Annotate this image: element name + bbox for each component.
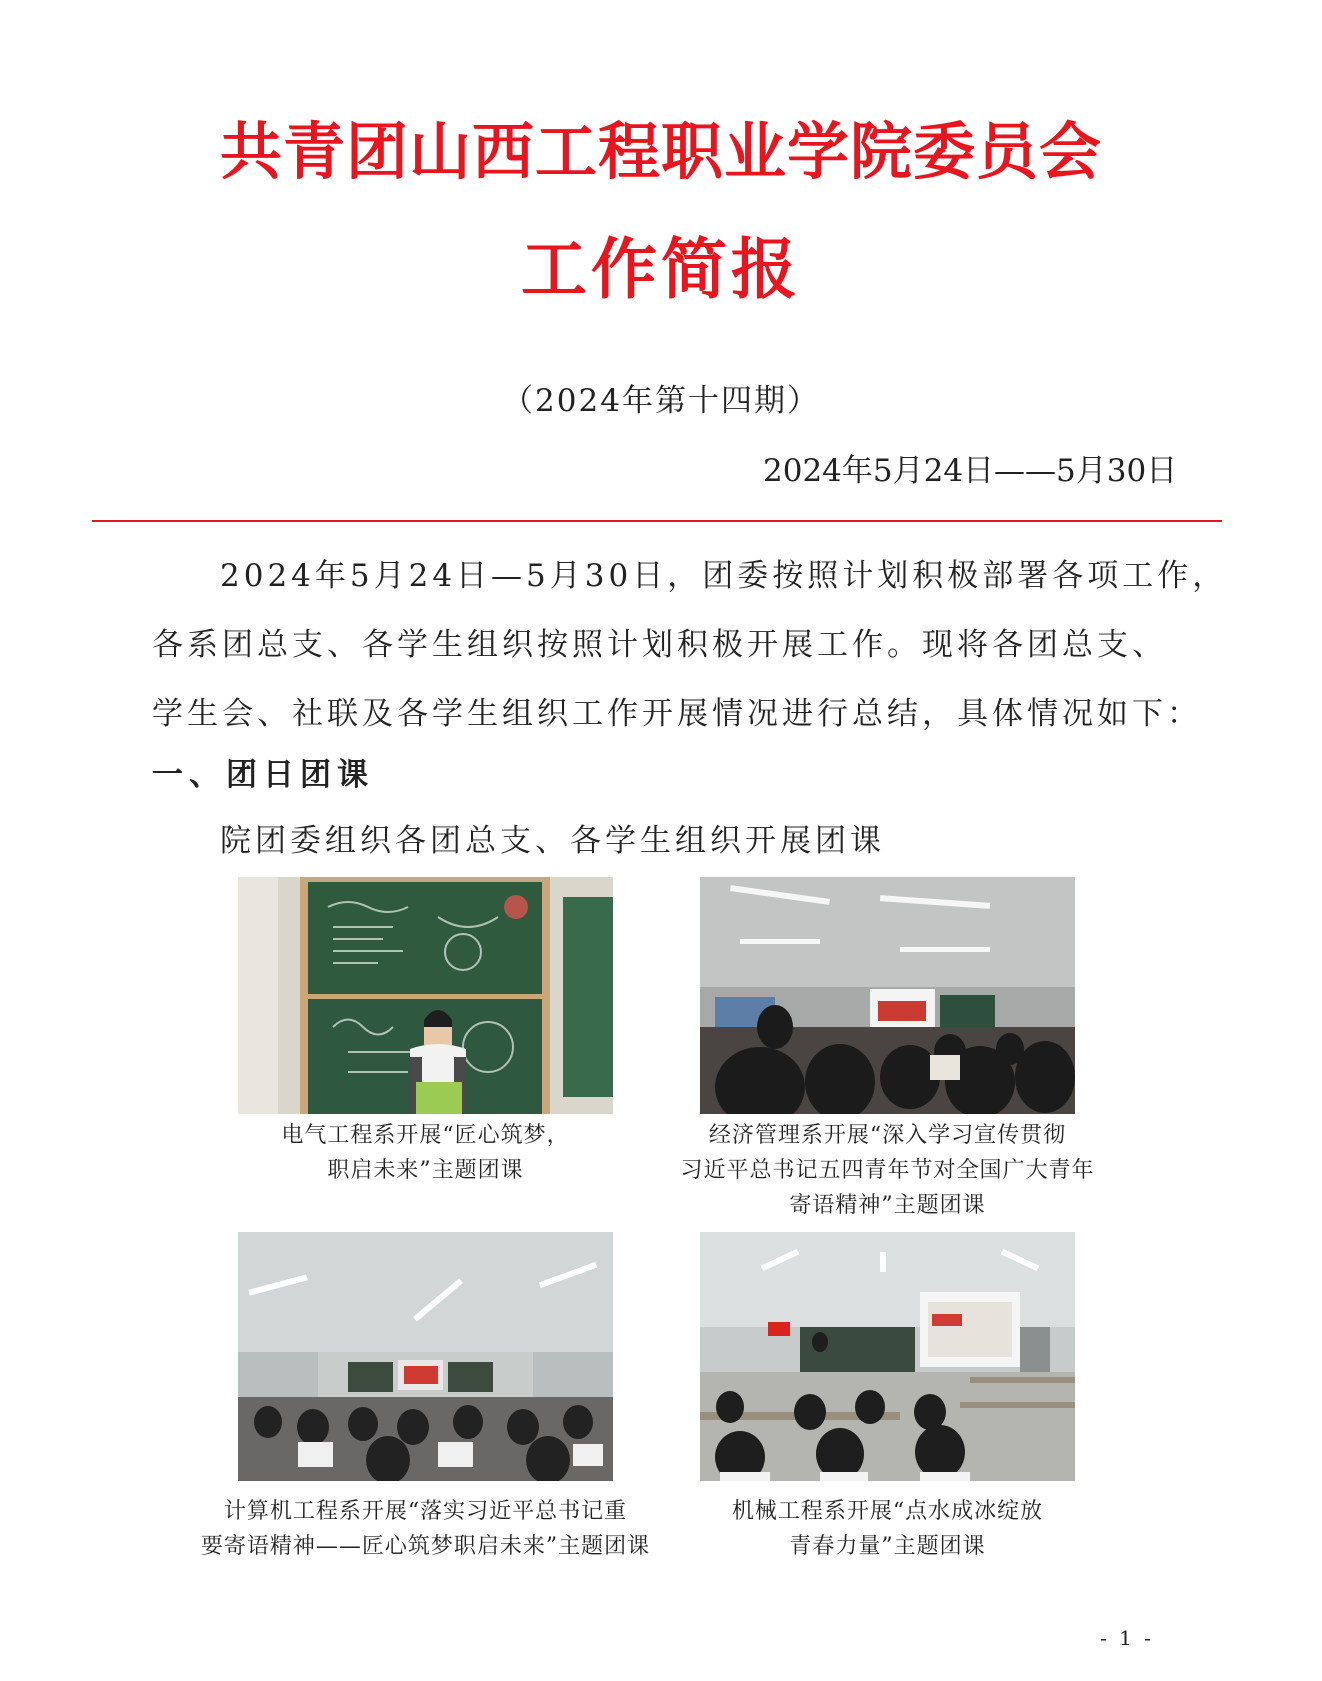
page-number: - 1 -: [1100, 1626, 1154, 1650]
photo-caption-4: [700, 1494, 1075, 1564]
bulletin-title: 共青团山西工程职业学院委员会: [219, 115, 1102, 188]
photo-mechanical-class: [700, 1232, 1075, 1481]
caption-line: 习近平总书记五四青年节对全国广大青年: [680, 1158, 1095, 1183]
issue-number: （2024年第十四期）: [502, 383, 820, 419]
caption-line: 电气工程系开展“匠心筑梦，: [281, 1123, 570, 1148]
photo-economics-class: [700, 877, 1075, 1114]
paragraph-line-2: 各系团总支、各学生组织按照计划积极开展工作。现将各团总支、: [152, 627, 1167, 663]
section-heading: 一、团日团课: [152, 757, 374, 793]
photo-caption-3: [178, 1494, 673, 1564]
caption-line: 青春力量”主题团课: [789, 1534, 986, 1559]
caption-line: 机械工程系开展“点水成冰绽放: [731, 1499, 1044, 1524]
date-range: 2024年5月24日——5月30日: [763, 453, 1178, 489]
paragraph-line-3: 学生会、社联及各学生组织工作开展情况进行总结，具体情况如下：: [152, 696, 1202, 732]
bulletin-subtitle: 工作简报: [521, 231, 801, 308]
photo-caption-1: [238, 1118, 613, 1188]
header-divider: [92, 520, 1222, 522]
caption-line: 经济管理系开展“深入学习宣传贯彻: [708, 1123, 1067, 1148]
photo-caption-2: [660, 1118, 1115, 1223]
caption-line: 寄语精神”主题团课: [789, 1193, 986, 1218]
section-intro: 院团委组织各团总支、各学生组织开展团课: [220, 823, 885, 859]
caption-line: 职启未来”主题团课: [327, 1158, 524, 1183]
photo-electrical-class: [238, 877, 613, 1114]
photo-computer-class: [238, 1232, 613, 1481]
paragraph-line-1: 2024年5月24日—5月30日，团委按照计划积极部署各项工作，: [220, 558, 1228, 594]
caption-line: 计算机工程系开展“落实习近平总书记重: [223, 1499, 628, 1524]
caption-line: 要寄语精神——匠心筑梦职启未来”主题团课: [200, 1534, 651, 1559]
